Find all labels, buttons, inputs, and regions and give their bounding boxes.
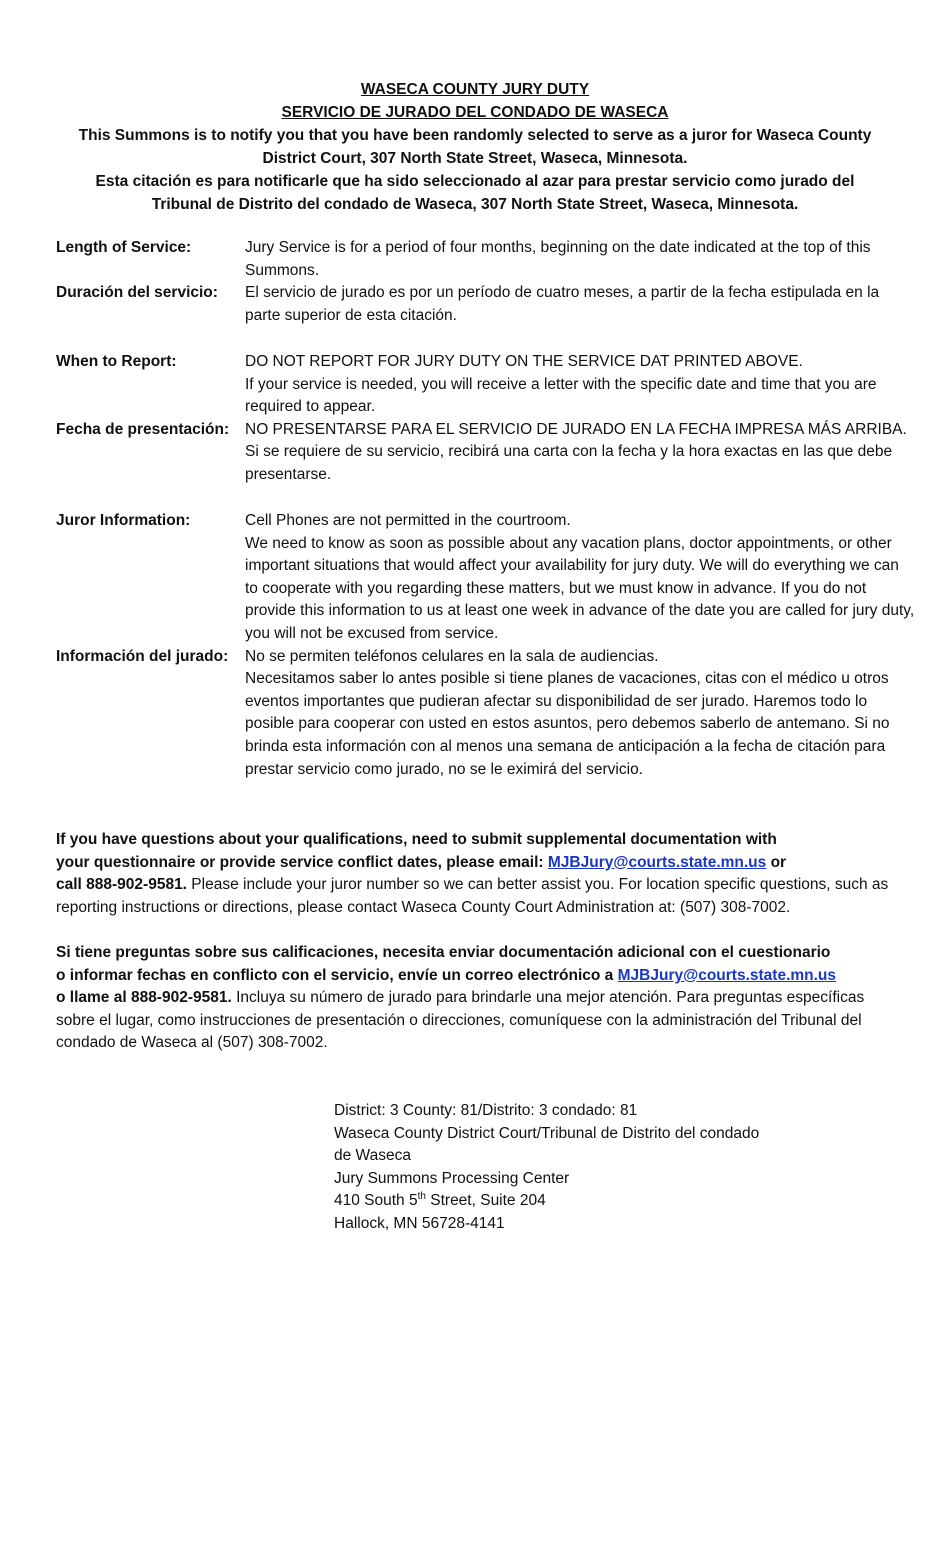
title-en: WASECA COUNTY JURY DUTY: [360, 81, 590, 98]
length-label-en: Length of Service:: [56, 239, 192, 256]
address-center-line: Jury Summons Processing Center: [334, 1169, 570, 1187]
report-label-en: When to Report:: [56, 353, 177, 370]
report-letter-en: If your service is needed, you will receive a letter with the specific date and time that you are required to appear.: [245, 375, 877, 416]
address-city-line: Hallock, MN 56728-4141: [334, 1214, 505, 1232]
juror-label-es: Información del jurado:: [56, 647, 229, 665]
report-label-es: Fecha de presentación:: [56, 420, 230, 438]
email-link-es[interactable]: MJBJury@courts.state.mn.us: [617, 966, 837, 984]
intro-es-line-1: Esta citación es para notificarle que ha sido seleccionado al azar para prestar servicio como jurado del: [95, 173, 855, 190]
title-es: SERVICIO DE JURADO DEL CONDADO DE WASECA: [281, 104, 669, 121]
length-text-en: Jury Service is for a period of four months, beginning on the date indicated at the top of this Summons.: [245, 239, 871, 279]
questions-es-paragraph: [56, 942, 906, 1055]
address-court-line: Waseca County District Court/Tribunal de Distrito del condado: [334, 1124, 760, 1142]
cell-phone-notice-es: No se permiten teléfonos celulares en la sala de audiencias.: [245, 647, 659, 665]
length-text-es: El servicio de jurado es por un período de cuatro meses, a partir de la fecha estipulada en la parte superior de esta citación.: [245, 284, 880, 324]
length-label-es: Duración del servicio:: [56, 284, 218, 302]
when-to-report-section: [56, 351, 916, 487]
questions-en-paragraph: [56, 829, 906, 919]
questions-en-phone: call 888-902-9581.: [56, 876, 187, 894]
intro-en-line-2: District Court, 307 North State Street, Waseca, Minnesota.: [262, 150, 688, 167]
questions-es-bold-1: Si tiene preguntas sobre sus calificaciones, necesita enviar documentación adicional con el cuestionario: [56, 944, 831, 961]
address-street-line: 410 South 5th Street, Suite 204: [334, 1191, 546, 1210]
juror-label-en: Juror Information:: [56, 512, 191, 529]
address-district-line: District: 3 County: 81/Distrito: 3 condado: 81: [334, 1102, 638, 1119]
questions-en-rest: Please include your juror number so we can better assist you. For location specific questions, such as reporting instructions or directions, please contact Waseca County Court Administration at: (507) 308-7002.: [56, 876, 889, 916]
cell-phone-notice-en: Cell Phones are not permitted in the courtroom.: [245, 512, 571, 529]
email-link-en[interactable]: MJBJury@courts.state.mn.us: [547, 853, 767, 871]
report-notice-es: NO PRESENTARSE PARA EL SERVICIO DE JURADO EN LA FECHA IMPRESA MÁS ARRIBA.: [245, 420, 907, 438]
availability-notice-en: We need to know as soon as possible about any vacation plans, doctor appointments, or other important situations that would affect your availability for jury duty. We will do everything we can to cooperate with you regarding these matters, but we must know in advance. If you do not provide this information to us at least one week in advance of the date you are called for jury duty, you will not be excused from service.: [245, 534, 915, 642]
length-of-service-section: [56, 237, 916, 327]
questions-es-phone: o llame al 888-902-9581.: [56, 989, 232, 1007]
questions-en-bold-1: If you have questions about your qualifications, need to submit supplemental documentation with: [56, 831, 777, 848]
intro-es-line-2: Tribunal de Distrito del condado de Waseca, 307 North State Street, Waseca, Minnesota.: [151, 196, 799, 213]
report-letter-es: Si se requiere de su servicio, recibirá una carta con la fecha y la hora exactas en las que debe presentarse.: [245, 443, 893, 483]
availability-notice-es: Necesitamos saber lo antes posible si tiene planes de vacaciones, citas con el médico u otros eventos importantes que pudieran afectar su disponibilidad de ser jurado. Haremos todo lo posible para cooperar con usted en estos asuntos, pero debemos saberlo de antemano. Si no brinda esta información con al menos una semana de anticipación a la fecha de citación para prestar servicio como jurado, no se le eximirá del servicio.: [245, 670, 890, 778]
return-address-block: [334, 1100, 854, 1236]
questions-es-bold-2: o informar fechas en conflicto con el servicio, envíe un correo electrónico a: [56, 966, 618, 984]
intro-en-line-1: This Summons is to notify you that you have been randomly selected to serve as a juror for Waseca County: [78, 127, 872, 144]
juror-information-section: [56, 510, 916, 781]
questions-en-bold-2: your questionnaire or provide service conflict dates, please email:: [56, 853, 548, 871]
address-court-line-cont: de Waseca: [334, 1147, 411, 1165]
report-notice-en: DO NOT REPORT FOR JURY DUTY ON THE SERVICE DAT PRINTED ABOVE.: [245, 353, 803, 370]
questions-es-rest: Incluya su número de jurado para brindarle una mejor atención. Para preguntas específicas sobre el lugar, como instrucciones de presentación o direcciones, comuníquese con la administración del Tribunal del condado de Waseca al (507) 308-7002.: [56, 989, 865, 1052]
questions-en-or: or: [766, 853, 787, 871]
